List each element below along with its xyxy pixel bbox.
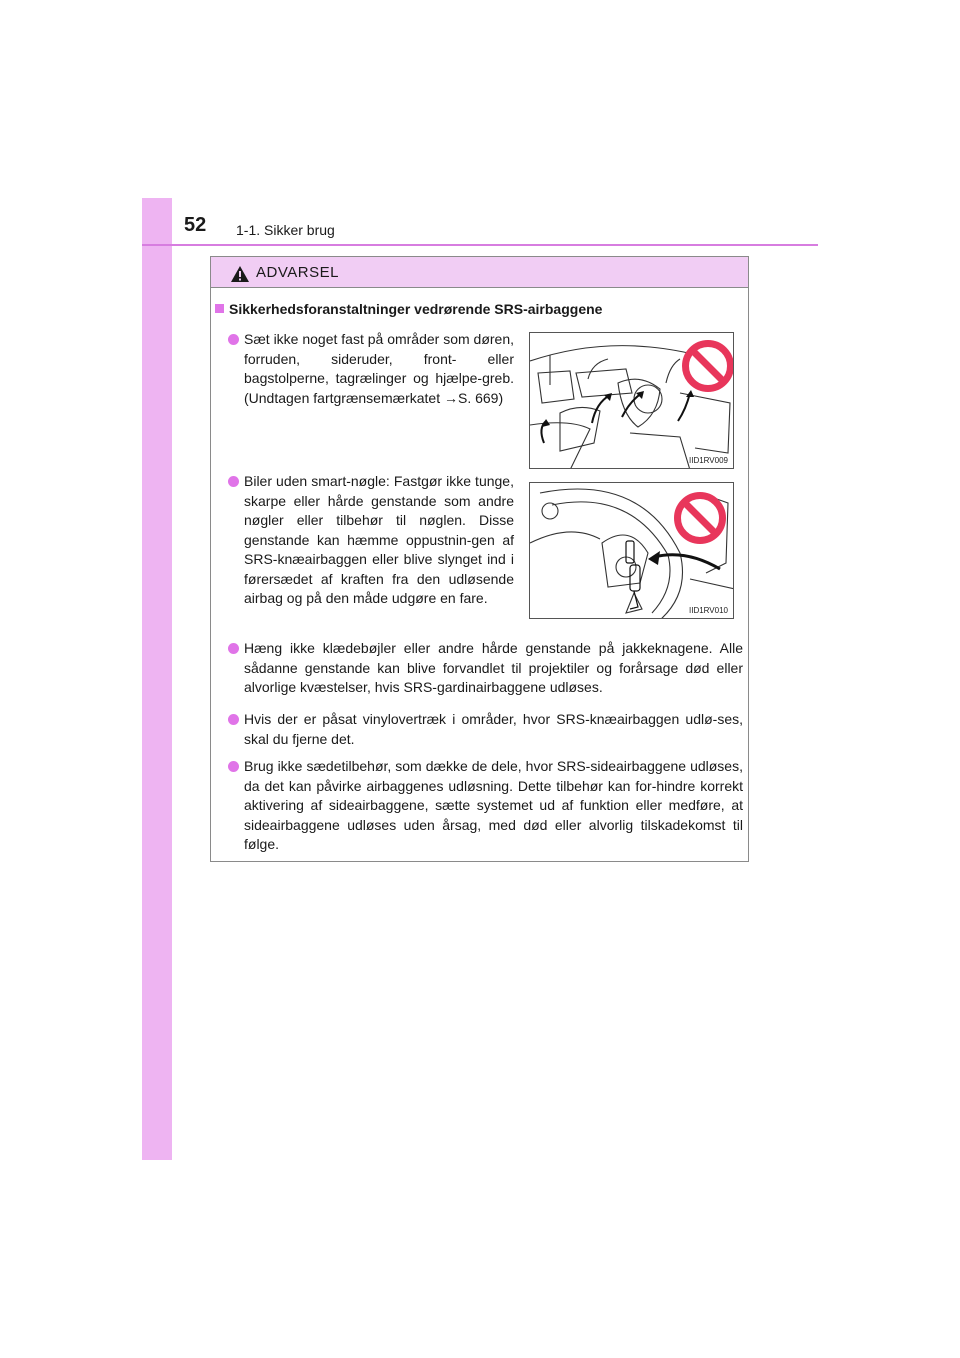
bullet-icon [228,643,239,654]
list-item [244,330,514,408]
warning-title: ADVARSEL [256,264,339,281]
bullet-icon [228,476,239,487]
illustration-code: IID1RV010 [689,606,728,615]
list-item-text: Hvis der er påsat vinylovertræk i områder, hvor SRS-knæairbaggen udlø-ses, skal du fjerne det. [244,711,743,747]
list-item-text: Biler uden smart-nøgle: Fastgør ikke tunge, skarpe eller hårde genstande som andre nøgler eller tilbehør til nøglen. Disse genstande kan hæmme oppustnin-gen af SRS-knæairbaggen eller blive slynget ind i førersædet af kraften fra den udløsende airbag og på den måde udgøre en fare. [244,473,514,606]
bullet-icon [228,714,239,725]
warning-heading [215,301,602,317]
chapter-tab-sidebar [142,198,172,1160]
header-rule [142,244,818,246]
warning-header [211,257,748,288]
list-item [244,710,743,749]
list-item-text: Brug ikke sædetilbehør, som dække de dele, hvor SRS-sideairbaggene udløses, da det kan påvirke airbaggenes udløsning. Dette tilbehør kan for-hindre korrekt aktivering af sideairbaggene, sætte systemet ud af funktion eller medføre, at sideairbaggene udløses uden årsag, med død eller alvorlig tilskadekomst til følge. [244,758,743,852]
list-item-text: Hæng ikke klædebøjler eller andre hårde genstande på jakkeknagene. Alle sådanne genstande kan blive forvandlet til projektiler og forårsage død eller alvorlige kvæstelser, hvis SRS-gardinairbaggene udløses. [244,640,743,695]
illustration-steering-wheel [529,482,734,619]
warning-triangle-icon [230,265,250,283]
list-item [244,472,514,609]
list-item [244,639,743,698]
warning-box [210,256,749,862]
list-item [244,757,743,855]
bullet-icon [228,761,239,772]
section-title: 1-1. Sikker brug [236,222,335,238]
bullet-icon [228,334,239,345]
list-item-text: Sæt ikke noget fast på områder som døren, forruden, sideruder, front- eller bagstolperne, tagrælinger og hjælpe-greb. (Undtagen fartgrænsemærkatet →S. 669) [244,331,515,406]
page-number: 52 [184,214,207,236]
prohibition-icon [672,490,728,546]
illustration-car-interior [529,332,734,469]
illustration-code: IID1RV009 [689,456,728,465]
prohibition-icon [680,338,734,394]
square-bullet-icon [215,304,224,313]
warning-heading-text: Sikkerhedsforanstaltninger vedrørende SRS-airbaggene [229,301,603,317]
